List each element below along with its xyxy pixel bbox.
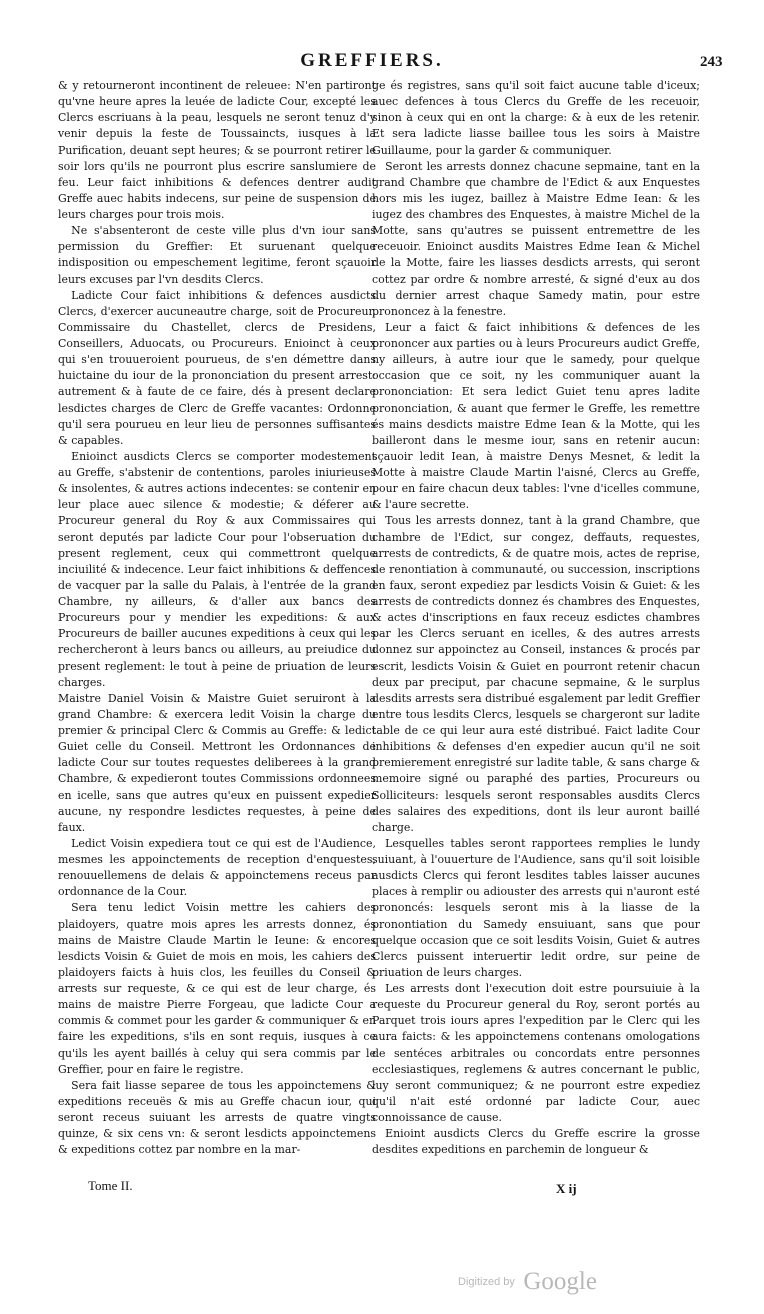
- right-column: [372, 78, 700, 1158]
- volume-label: Tome II.: [88, 1178, 133, 1193]
- paragraph: Ledict Voisin expediera tout ce qui est de l'Audience, mesmes les appoinctements de reception d'enquestes, renouuellemens de delais & appoinctemens receus par ordonnance de la Cour.: [58, 836, 376, 899]
- running-title: GREFFIERS.: [300, 50, 444, 71]
- paragraph: Sera fait liasse separee de tous les appoinctemens & expeditions receuës & mis au Greffe chacun iour, qui seront receus suiuant les arrests de quatre vingts quinze, & six cens vn: & seront lesdicts appoinctemens & expeditions cottez par nombre en la mar-: [58, 1078, 376, 1157]
- paragraph: Les arrests dont l'execution doit estre poursuiuie à la requeste du Procureur general du Roy, seront portés au Parquet trois iours apres l'expedition par le Clerc qui les aura faicts: & les appoinctemens contenans omologations de sentéces arbitrales ou concordats entre personnes ecclesiastiques, reglemens & autres concernant le public, luy seront communiquez; & ne pourront estre expediez qu'il n'ait esté ordonné par ladicte Cour, auec connoissance de cause.: [372, 982, 700, 1124]
- paragraph: & y retourneront incontinent de releuee: N'en partiront qu'vne heure apres la leuée de ladicte Cour, excepté les Clercs escriuans à la peau, lesquels ne seront tenuz d'y venir depuis la feste de Toussaincts, iusques à la Purification, deuant sept heures; & se pourront retirer le soir lors qu'ils ne pourront plus escrire sanslumiere de feu. Leur faict inhibitions & defences dentrer audit Greffe auec habits indecens, sur peine de suspension de leurs charges pour trois mois.: [58, 79, 376, 221]
- paragraph: Ladicte Cour faict inhibitions & defences ausdicts Clercs, d'exercer aucuneautre charge, soit de Procureur, Commissaire du Chastellet, clercs de Presidens, Conseillers, Aduocats, ou Procureurs. Enioinct à ceux qui s'en trouueroient pourueus, de s'en démettre dans huictaine du iour de la prononciation du present arrest: autrement & à faute de ce faire, dés à present declare lesdictes charges de Clerc de Greffe vacantes: Ordonne qu'il sera pourueu en leur lieu de personnes suffisantes & capables.: [58, 288, 376, 447]
- paragraph: Maistre Daniel Voisin & Maistre Guiet seruiront à la grand Chambre: & exercera ledit Voisin la charge du premier & principal Clerc & Commis au Greffe: & ledict Guiet celle du Conseil. Mettront les Ordonnances de ladicte Cour sur toutes requestes deliberees à la grand Chambre, & expedieront toutes Commissions ordonnees en icelle, sans que autres qu'eux en puissent expedier aucune, ny respondre lesdictes requestes, à peine de faux.: [58, 691, 376, 834]
- paragraph: Enioint ausdicts Clercs du Greffe escrire la grosse desdites expeditions en parchemin de longueur &: [372, 1127, 700, 1157]
- paragraph: ge és registres, sans qu'il soit faict aucune table d'iceux; auec defences à tous Clercs du Greffe de les receuoir, sinon à ceux qui en ont la charge: & à eux de les retenir. Et sera ladicte liasse baillee tous les soirs à Maistre Guillaume, pour la garder & communiquer.: [372, 79, 700, 157]
- watermark-prefix: Digitized by: [458, 1276, 515, 1288]
- paragraph: Ne s'absenteront de ceste ville plus d'vn iour sans permission du Greffier: Et suruenant quelque indisposition ou empeschement legitime, feront sçauoir leurs excuses par l'vn desdits Clercs.: [58, 224, 376, 286]
- google-logo: Google: [523, 1268, 597, 1295]
- left-column: [58, 78, 376, 1158]
- paragraph: Lesquelles tables seront rapportees remplies le lundy suiuant, à l'ouuerture de l'Audience, sans qu'il soit loisible ausdicts Clercs qui feront lesdites tables laisser aucunes places à remplir ou adiouster des arrests qui n'auront esté prononcés: lesquels seront mis à la liasse de la pronontiation du Samedy ensuiuant, sans que pour quelque occasion que ce soit lesdits Voisin, Guiet & autres Clercs puissent interuertir ledit ordre, sur peine de priuation de leurs charges.: [372, 836, 700, 979]
- paragraph: Leur a faict & faict inhibitions & defences de les prononcer aux parties ou à leurs Procureurs audict Greffe, ny ailleurs, à autre iour que le samedy, pour quelque occasion que ce soit, ny les communiquer auant la prononciation: Et sera ledict Guiet tenu apres ladite prononciation, & auant que fermer le Greffe, les remettre és mains desdicts maistre Edme Iean & la Motte, qui les bailleront dans le mesme iour, sans en retenir aucun: sçauoir ledit Iean, à maistre Denys Mesnet, & ledit la Motte à maistre Claude Martin l'aisné, Clercs au Greffe, pour en faire chacun deux tables: l'vne d'icelles commune, & l'aure secrette.: [372, 320, 700, 512]
- signature-mark: X ij: [556, 1181, 577, 1196]
- paragraph: Seront les arrests donnez chacune sepmaine, tant en la grand Chambre que chambre de l'Edict & aux Enquestes hors mis les iugez, baillez à Maistre Edme Iean: & les iugez des chambres des Enquestes, à maistre Michel de la Motte, sans qu'autres se puissent entremettre de les receuoir. Enioinct ausdits Maistres Edme Iean & Michel de la Motte, faire les liasses desdicts arrests, qui seront cottez par ordre & nombre arresté, & signé d'eux au dos du dernier arrest chaque Samedy matin, pour estre prononcez à la fenestre.: [372, 159, 700, 318]
- paragraph: Tous les arrests donnez, tant à la grand Chambre, que chambre de l'Edict, sur congez, deffauts, requestes, arrests de contredicts, & de quatre mois, actes de reprise, de renontiation à communauté, ou succession, inscriptions en faux, seront expediez par lesdicts Voisin & Guiet: & les arrests de contredicts donnez és chambres des Enquestes, & actes d'inscriptions en faux receuz esdictes chambres par les Clercs seruant en icelles, & des autres arrests donnez sur appoinctez au Conseil, instances & procés par escrit, lesdicts Voisin & Guiet en pourront retenir chacun deux par preciput, par chacune sepmaine, & le surplus desdits arrests sera distribué esgalement par ledit Greffier entre tous lesdits Clercs, lesquels se chargeront sur ladite table de ce qui leur aura esté distribué. Faict ladite Cour inhibitions & defenses d'en expedier aucun qu'il ne soit premierement enregistré sur ladite table, & sans charge & memoire signé ou paraphé des parties, Procureurs ou Solliciteurs: lesquels seront responsables ausdits Clercs des salaires des expeditions, dont ils leur auront baillé charge.: [372, 514, 700, 834]
- digitization-watermark: [458, 1268, 597, 1296]
- page-number: 243: [700, 54, 723, 70]
- paragraph: Sera tenu ledict Voisin mettre les cahiers des plaidoyers, quatre mois apres les arrests donnez, és mains de Maistre Claude Martin le Ieune: & encores lesdicts Voisin & Guiet de mois en mois, les cahiers des plaidoyers faicts à huis clos, les feuilles du Conseil & arrests sur requeste, & ce qui est de leur charge, és mains de maistre Pierre Forgeau, que ladicte Cour a commis & commet pour les garder & communiquer & en faire les expeditions, s'ils en sont requis, iusques à ce qu'ils les ayent baillés à celuy qui sera commis par le Greffier, pour en faire le registre.: [58, 901, 376, 1076]
- paragraph: Enioinct ausdicts Clercs se comporter modestement au Greffe, s'abstenir de contentions, paroles iniurieuses & insolentes, & autres actions indecentes: se contenir en leur place auec silence & modestie; & déferer au Procureur general du Roy & aux Commissaires qui seront deputés par ladicte Cour pour l'obseruation du present reglement, ceux qui commettront quelque inciuilité & indecence. Leur faict inhibitions & deffences de vacquer par la salle du Palais, à l'entrée de la grand Chambre, ny ailleurs, & d'aller aux bancs des Procureurs pour y mendier les expeditions: & aux Procureurs de bailler aucunes expeditions à ceux qui les rechercheront à leurs bancs ou ailleurs, au preiudice du present reglement: le tout à peine de priuation de leurs charges.: [58, 449, 376, 689]
